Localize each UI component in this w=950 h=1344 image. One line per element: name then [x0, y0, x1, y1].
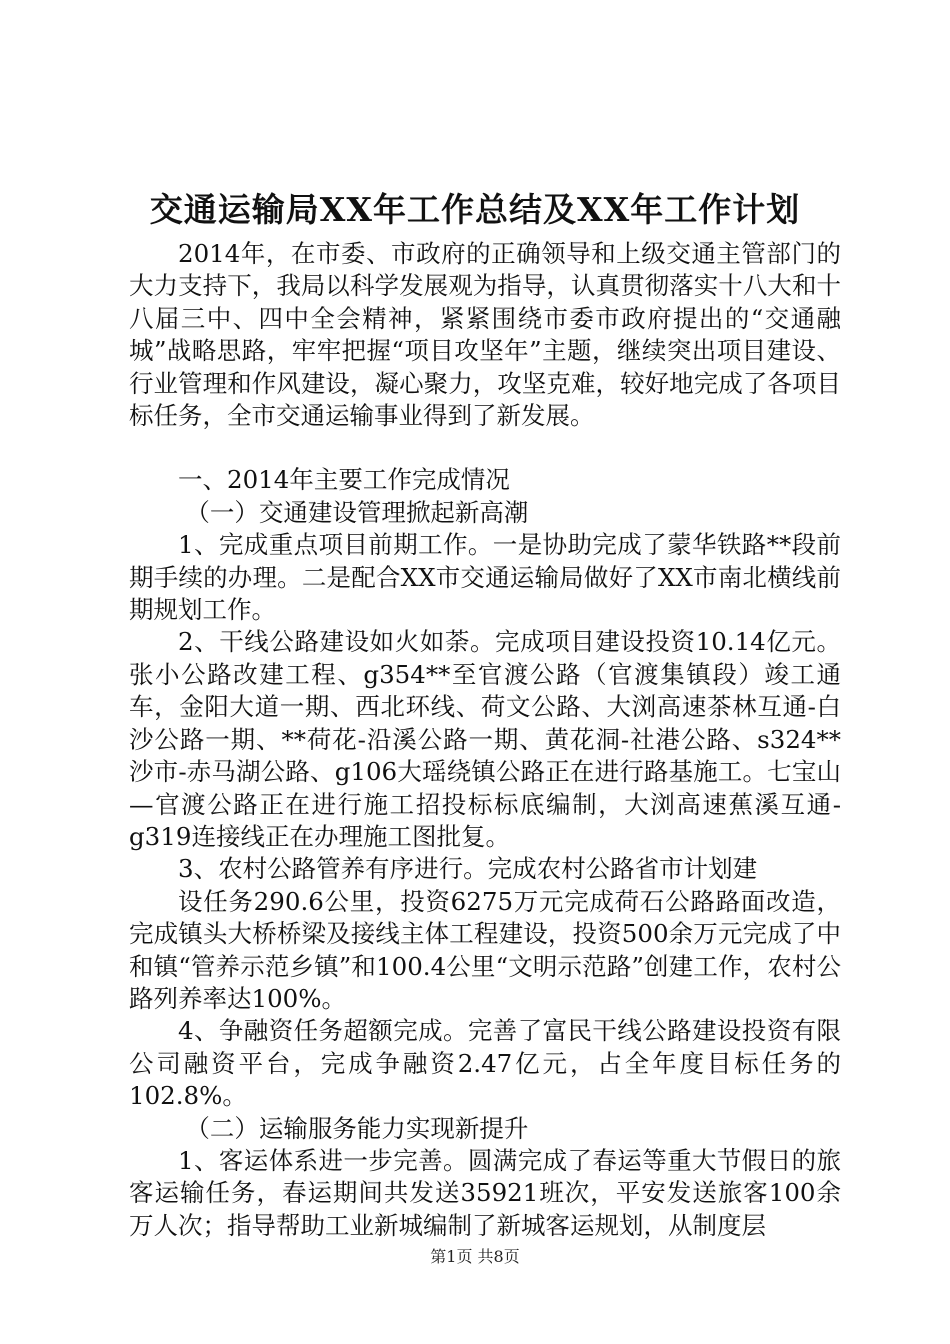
list-item: 1、客运体系进一步完善。圆满完成了春运等重大节假日的旅客运输任务，春运期间共发送35921班次，平安发送旅客100余万人次；指导帮助工业新城编制了新城客运规划，从制度层 [129, 1145, 841, 1240]
subsection-heading: （二）运输服务能力实现新提升 [185, 1113, 529, 1143]
subsection-heading: （一）交通建设管理掀起新高潮 [185, 497, 529, 527]
list-item-continued: 设任务290.6公里，投资6275万元完成荷石公路路面改造，完成镇头大桥桥梁及接线主体工程建设，投资500余万元完成了中和镇“管养示范乡镇”和100.4公里“文明示范路”创建工作，农村公路列养率达100%。 [129, 886, 841, 1013]
section-heading: 一、2014年主要工作完成情况 [178, 465, 510, 495]
list-item: 1、完成重点项目前期工作。一是协助完成了蒙华铁路**段前期手续的办理。二是配合XX市交通运输局做好了XX市南北横线前期规划工作。 [129, 530, 841, 625]
document-body [129, 238, 841, 1242]
page-number: 第1页 共8页 [430, 1247, 520, 1266]
document-title: 交通运输局XX年工作总结及XX年工作计划 [149, 190, 801, 229]
paragraph-gap [129, 432, 841, 464]
intro-paragraph: 2014年，在市委、市政府的正确领导和上级交通主管部门的大力支持下，我局以科学发展观为指导，认真贯彻落实十八大和十八届三中、四中全会精神，紧紧围绕市委市政府提出的“交通融城”战略思路，牢牢把握“项目攻坚年”主题，继续突出项目建设、行业管理和作风建设，凝心聚力，攻坚克难，较好地完成了各项目标任务，全市交通运输事业得到了新发展。 [129, 239, 841, 431]
list-item: 2、干线公路建设如火如荼。完成项目建设投资10.14亿元。张小公路改建工程、g354**至官渡公路（官渡集镇段）竣工通车，金阳大道一期、西北环线、荷文公路、大浏高速茶林互通-白沙公路一期、**荷花-沿溪公路一期、黄花洞-社港公路、s324**沙市-赤马湖公路、g106大瑶绕镇公路正在进行路基施工。七宝山—官渡公路正在进行施工招投标标底编制，大浏高速蕉溪互通-g319连接线正在办理施工图批复。 [129, 627, 841, 851]
list-item: 3、农村公路管养有序进行。完成农村公路省市计划建 [178, 854, 758, 884]
list-item: 4、争融资任务超额完成。完善了富民干线公路建设投资有限公司融资平台，完成争融资2.47亿元，占全年度目标任务的102.8%。 [129, 1016, 841, 1111]
